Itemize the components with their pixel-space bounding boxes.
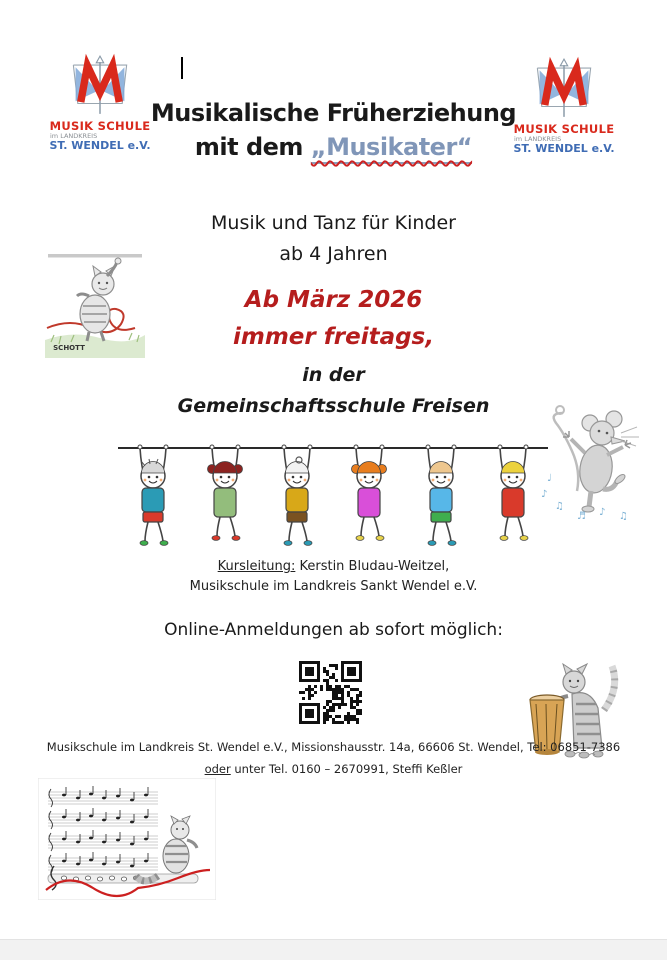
contact-phone2: unter Tel. 0160 – 2670991, Steffi Keßler (230, 762, 463, 776)
svg-text:♩: ♩ (547, 473, 552, 484)
location-line2: Gemeinschaftsschule Freisen (177, 395, 490, 417)
headline-line2 (0, 133, 667, 161)
contact-line2 (0, 758, 667, 780)
course-info (0, 557, 667, 597)
logo-name: MUSIK SCHULE (513, 122, 615, 136)
publisher-label: SCHOTT (53, 344, 85, 352)
contact-info (0, 736, 667, 780)
course-leader: Kerstin Bludau-Weitzel, (295, 559, 450, 574)
subtitle-line1: Musik und Tanz für Kinder (211, 212, 456, 234)
logo-subline: im LANDKREIS (514, 135, 562, 144)
hanging-kids-illustration (118, 432, 548, 557)
musikater-text: „Musikater“ (310, 133, 473, 161)
sheet-music-cat-illustration (38, 778, 216, 900)
svg-text:♫: ♫ (555, 501, 564, 512)
contact-line1: Musikschule im Landkreis St. Wendel e.V., Missionshausstr. 14a, 66606 St. Wendel, Tel: 06851-7386 (46, 740, 621, 754)
musikater-highlight (311, 133, 472, 164)
course-organization: Musikschule im Landkreis Sankt Wendel e.V. (189, 579, 478, 594)
musikater-book-cover-illustration (45, 252, 145, 358)
logo-name: MUSIK SCHULE (49, 119, 151, 133)
document-page-edge (0, 939, 667, 960)
contact-oder: oder (204, 762, 231, 776)
text-cursor (181, 57, 183, 79)
svg-text:♬: ♬ (577, 511, 586, 522)
svg-text:♪: ♪ (599, 507, 606, 518)
subtitle-line2: ab 4 Jahren (279, 243, 388, 265)
headline-prefix: mit dem (194, 133, 311, 161)
svg-text:♪: ♪ (541, 489, 548, 500)
logo-subline: im LANDKREIS (50, 132, 98, 141)
headline-line1: Musikalische Früherziehung (150, 99, 517, 127)
date-line1: Ab März 2026 (244, 287, 423, 313)
date-line2: immer freitags, (232, 324, 434, 350)
registration-qr-code (293, 655, 368, 730)
svg-text:♫: ♫ (619, 511, 628, 522)
logo-city: ST. WENDEL e.V. (49, 138, 151, 152)
dancing-mouse-illustration (533, 397, 655, 523)
logo-city: ST. WENDEL e.V. (513, 141, 615, 155)
course-label: Kursleitung: (217, 559, 296, 574)
registration-note: Online-Anmeldungen ab sofort möglich: (164, 620, 503, 640)
course-leader-line (0, 557, 667, 577)
location-line1: in der (302, 364, 365, 386)
